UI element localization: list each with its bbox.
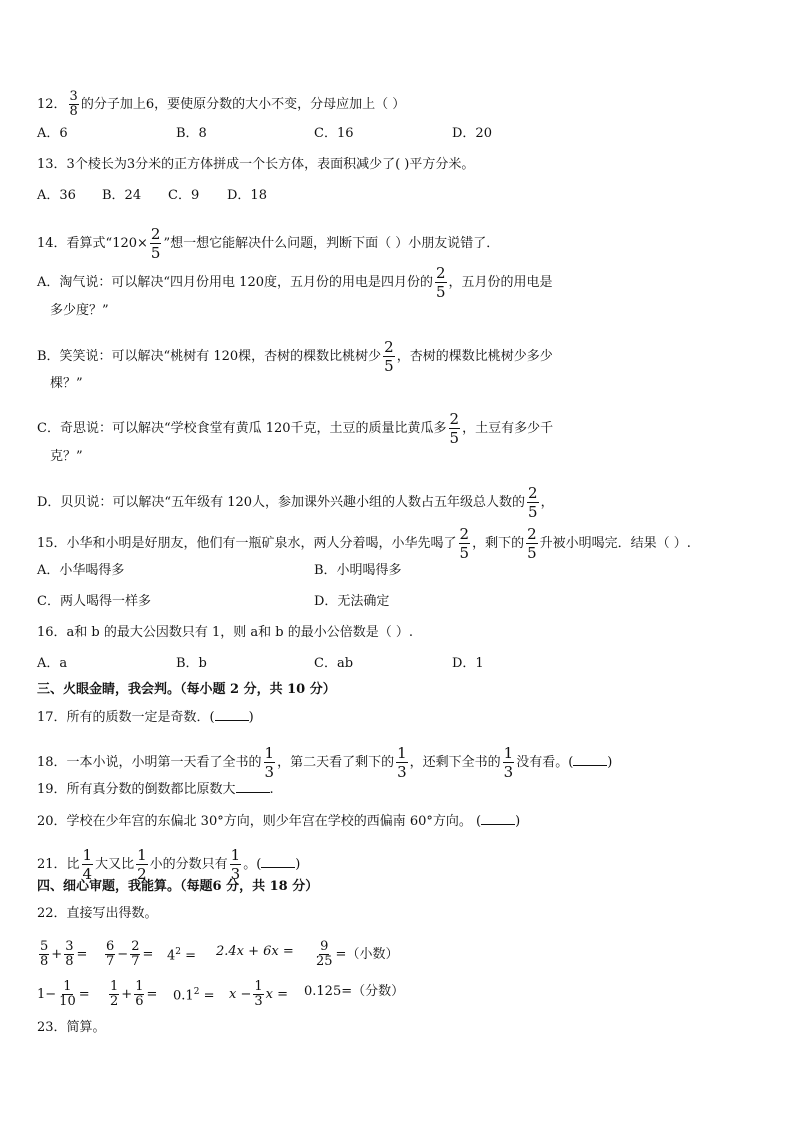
- q16-option-d[interactable]: D．1: [452, 656, 484, 671]
- fraction: $\frac{1}{3}$: [264, 744, 275, 781]
- calc-item: $\frac{5}{8}$ + $\frac{3}{8}$ =: [40, 939, 88, 969]
- q13-option-d[interactable]: D．18: [227, 188, 267, 203]
- q23-stem: 23．简算。: [37, 1020, 106, 1035]
- fraction: $\frac{1}{4}$: [82, 846, 93, 883]
- q12-option-a[interactable]: A．6: [37, 126, 68, 141]
- answer-blank[interactable]: [236, 780, 270, 793]
- calc-item: 2.4x + 6x =: [216, 944, 294, 959]
- answer-blank[interactable]: [573, 753, 607, 766]
- q20-stem: 20．学校在少年宫的东偏北 30°方向，则少年宫在学校的西偏南 60°方向。 ( ): [37, 814, 521, 829]
- q16-option-a[interactable]: A．a: [37, 656, 68, 671]
- q15-stem: 15．小华和小明是好朋友，他们有一瓶矿泉水，两人分着喝，小华先喝了 $\frac{2}{5}$ ，剩下的 $\frac{2}{5}$ 升被小明喝完．结果（ ）.: [37, 525, 691, 562]
- fraction: $\frac{2}{5}$: [528, 484, 538, 521]
- q16-option-b[interactable]: B．b: [176, 656, 207, 671]
- q12-stem: 12． $\frac{3}{8}$ 的分子加上6，要使原分数的大小不变，分母应加上（ ）: [37, 89, 406, 119]
- fraction: $\frac{2}{5}$: [384, 338, 394, 375]
- q22-stem: 22．直接写出得数。: [37, 906, 158, 921]
- fraction: $\frac{1}{3}$: [503, 744, 514, 781]
- fraction: $\frac{1}{2}$: [110, 979, 119, 1009]
- q13-option-b[interactable]: B．24: [102, 188, 142, 203]
- calc-item: 1− $\frac{1}{10}$ =: [37, 979, 90, 1009]
- q16-option-c[interactable]: C．ab: [314, 656, 354, 671]
- q17-stem: 17．所有的质数一定是奇数．( ): [37, 710, 254, 725]
- q12-option-c[interactable]: C．16: [314, 126, 354, 141]
- q12-option-b[interactable]: B．8: [176, 126, 207, 141]
- fraction: $\frac{3}{8}$: [65, 939, 74, 969]
- fraction: $\frac{1}{3}$: [254, 979, 263, 1009]
- section-3-heading: 三、火眼金睛，我会判。（每小题 2 分，共 10 分）: [37, 682, 336, 697]
- q16-stem: 16．a和 b 的最大公因数只有 1，则 a和 b 的最小公倍数是（ ）.: [37, 625, 414, 640]
- q13-option-a[interactable]: A．36: [37, 188, 76, 203]
- q14-option-d[interactable]: D．贝贝说：可以解决“五年级有 120人，参加课外兴趣小组的人数占五年级总人数的 $\frac{2}{5}$ ，: [37, 484, 554, 521]
- fraction: $\frac{2}{7}$: [131, 939, 140, 969]
- q14-option-b-cont: 棵？”: [50, 376, 83, 391]
- fraction: $\frac{3}{8}$: [69, 89, 78, 119]
- q14-option-a[interactable]: A．淘气说：可以解决“四月份用电 120度，五月份的用电是四月份的 $\frac{2}{5}$ ，五月份的用电是: [37, 264, 553, 301]
- q18-stem: 18．一本小说，小明第一天看了全书的 $\frac{1}{3}$ ，第二天看了剩下的 $\frac{1}{3}$ ，还剩下全书的 $\frac{1}{3}$ 没有看。( ): [37, 744, 613, 781]
- q13-option-c[interactable]: C．9: [168, 188, 200, 203]
- fraction: $\frac{9}{25}$: [316, 939, 333, 969]
- fraction: $\frac{2}{5}$: [150, 225, 161, 262]
- q15-option-a[interactable]: A．小华喝得多: [37, 563, 125, 578]
- calc-item: x − $\frac{1}{3}$ x =: [229, 979, 289, 1009]
- fraction: $\frac{2}{5}$: [459, 525, 470, 562]
- fraction: $\frac{1}{10}$: [59, 979, 76, 1009]
- calc-item: $\frac{1}{2}$ + $\frac{1}{6}$ =: [110, 979, 158, 1009]
- section-4-heading: 四、细心审题，我能算。（每题6 分，共 18 分）: [37, 879, 319, 894]
- fraction: $\frac{1}{2}$: [137, 846, 147, 883]
- q14-option-c[interactable]: C．奇思说：可以解决“学校食堂有黄瓜 120千克，土豆的质量比黄瓜多 $\frac{2}{5}$ ，土豆有多少千: [37, 410, 554, 447]
- answer-blank[interactable]: [261, 855, 295, 868]
- q14-option-c-cont: 克？”: [50, 449, 83, 464]
- fraction: $\frac{1}{6}$: [135, 979, 144, 1009]
- fraction: $\frac{2}{5}$: [449, 410, 460, 447]
- q19-stem: 19．所有真分数的倒数都比原数大 .: [37, 782, 274, 797]
- q21-stem: 21．比 $\frac{1}{4}$ 大又比 $\frac{1}{2}$ 小的分数只有 $\frac{1}{3}$ 。( ): [37, 846, 301, 883]
- calc-item: $\frac{6}{7}$ − $\frac{2}{7}$ =: [106, 939, 154, 969]
- q13-stem: 13．3个棱长为3分米的正方体拼成一个长方体，表面积减少了( )平方分米。: [37, 157, 475, 172]
- fraction: $\frac{2}{5}$: [435, 264, 446, 301]
- fraction: $\frac{1}{3}$: [397, 744, 407, 781]
- fraction: $\frac{6}{7}$: [106, 939, 115, 969]
- fraction: $\frac{5}{8}$: [40, 939, 49, 969]
- q15-option-c[interactable]: C．两人喝得一样多: [37, 594, 151, 609]
- q15-option-d[interactable]: D．无法确定: [314, 594, 390, 609]
- calc-item: $0.1^2$ =: [173, 987, 215, 1004]
- calc-item: $4^2$ =: [167, 947, 197, 964]
- answer-blank[interactable]: [481, 812, 515, 825]
- q14-option-a-cont: 多少度？”: [50, 303, 109, 318]
- fraction: $\frac{2}{5}$: [527, 525, 537, 562]
- q12-option-d[interactable]: D．20: [452, 126, 492, 141]
- q14-option-b[interactable]: B．笑笑说：可以解决“桃树有 120棵，杏树的棵数比桃树少 $\frac{2}{5}$ ，杏树的棵数比桃树少多少: [37, 338, 553, 375]
- fraction: $\frac{1}{3}$: [230, 846, 241, 883]
- calc-item: $\frac{9}{25}$ =（小数）: [316, 939, 399, 969]
- answer-blank[interactable]: [215, 708, 249, 721]
- q15-option-b[interactable]: B．小明喝得多: [314, 563, 402, 578]
- q14-stem: 14．看算式“120× $\frac{2}{5}$ ”想一想它能解决什么问题，判断下面（ ）小朋友说错了．: [37, 225, 500, 262]
- calc-item: 0.125=（分数）: [304, 984, 405, 999]
